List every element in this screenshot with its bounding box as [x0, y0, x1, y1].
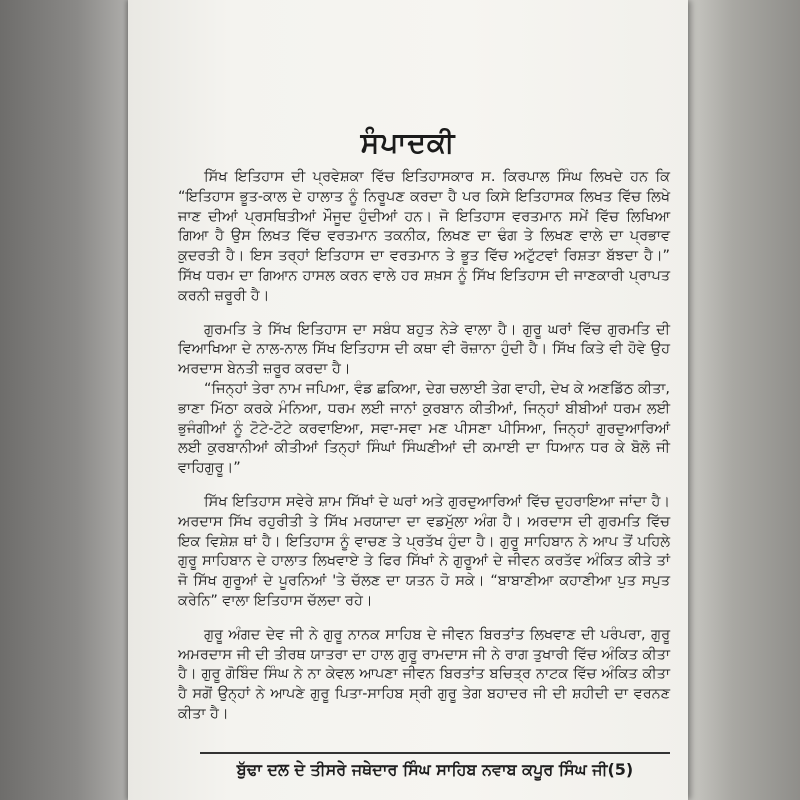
- book-spine-shadow: [0, 0, 140, 800]
- page-heading: ਸੰਪਾਦਕੀ: [360, 126, 456, 159]
- background-surface: [688, 0, 800, 800]
- paragraph-4: ਸਿੱਖ ਇਤਿਹਾਸ ਸਵੇਰੇ ਸ਼ਾਮ ਸਿੱਖਾਂ ਦੇ ਘਰਾਂ ਅਤੇ ਗੁਰਦੁਆਰਿਆਂ ਵਿੱਚ ਦੁਹਰਾਇਆ ਜਾਂਦਾ ਹੈ। ਅਰਦਾਸ ਸਿੱਖ ਰਹੁਰੀਤੀ ਤੇ ਸਿੱਖ ਮਰਯਾਦਾ ਦਾ ਵਡਮੁੱਲਾ ਅੰਗ ਹੈ। ਅਰਦਾਸ ਦੀ ਗੁਰਮਤਿ ਵਿੱਚ ਇਕ ਵਿਸ਼ੇਸ਼ ਥਾਂ ਹੈ। ਇਤਿਹਾਸ ਨੂੰ ਵਾਚਣ ਤੇ ਪ੍ਰਤੱਖ ਹੁੰਦਾ ਹੈ। ਗੁਰੂ ਸਾਹਿਬਾਨ ਨੇ ਆਪ ਤੋਂ ਪਹਿਲੇ ਗੁਰੂ ਸਾਹਿਬਾਨ ਦੇ ਹਾਲਾਤ ਲਿਖਵਾਏ ਤੇ ਫਿਰ ਸਿੱਖਾਂ ਨੇ ਗੁਰੂਆਂ ਦੇ ਜੀਵਨ ਕਰਤੱਵ ਅੰਕਿਤ ਕੀਤੇ ਤਾਂ ਜੋ ਸਿੱਖ ਗੁਰੂਆਂ ਦੇ ਪੂਰਨਿਆਂ 'ਤੇ ਚੱਲਣ ਦਾ ਯਤਨ ਹੋ ਸਕੇ। “ਬਾਬਾਣੀਆ ਕਹਾਣੀਆ ਪੁਤ ਸਪੁਤ ਕਰੇਨਿ” ਵਾਲਾ ਇਤਿਹਾਸ ਚੱਲਦਾ ਰਹੇ।: [178, 493, 670, 609]
- ardas-quote: “ਜਿਨ੍ਹਾਂ ਤੇਰਾ ਨਾਮ ਜਪਿਆ, ਵੰਡ ਛਕਿਆ, ਦੇਗ ਚਲਾਈ ਤੇਗ ਵਾਹੀ, ਦੇਖ ਕੇ ਅਣਡਿੱਠ ਕੀਤਾ, ਭਾਣਾ ਮਿੱਠਾ ਕਰਕੇ ਮੰਨਿਆ, ਧਰਮ ਲਈ ਜਾਨਾਂ ਕੁਰਬਾਨ ਕੀਤੀਆਂ, ਜਿਨ੍ਹਾਂ ਬੀਬੀਆਂ ਧਰਮ ਲਈ ਭੁਜੰਗੀਆਂ ਨੂੰ ਟੋਟੇ-ਟੋਟੇ ਕਰਵਾਇਆ, ਸਵਾ-ਸਵਾ ਮਣ ਪੀਸਣਾ ਪੀਸਿਆ, ਜਿਨ੍ਹਾਂ ਗੁਰਦੁਆਰਿਆਂ ਲਈ ਕੁਰਬਾਨੀਆਂ ਕੀਤੀਆਂ ਤਿਨ੍ਹਾਂ ਸਿੰਘਾਂ ਸਿੰਘਣੀਆਂ ਦੀ ਕਮਾਈ ਦਾ ਧਿਆਨ ਧਰ ਕੇ ਬੋਲੋ ਜੀ ਵਾਹਿਗੁਰੂ।”: [178, 380, 670, 477]
- footer-title: ਬੁੱਢਾ ਦਲ ਦੇ ਤੀਸਰੇ ਜਥੇਦਾਰ ਸਿੰਘ ਸਾਹਿਬ ਨਵਾਬ ਕਪੂਰ ਸਿੰਘ ਜੀ: [236, 760, 608, 779]
- editorial-body: [178, 168, 670, 725]
- running-footer: [200, 760, 670, 780]
- paragraph-1: ਸਿੱਖ ਇਤਿਹਾਸ ਦੀ ਪ੍ਰਵੇਸ਼ਕਾ ਵਿੱਚ ਇਤਿਹਾਸਕਾਰ ਸ. ਕਿਰਪਾਲ ਸਿੰਘ ਲਿਖਦੇ ਹਨ ਕਿ “ਇਤਿਹਾਸ ਭੂਤ-ਕਾਲ ਦੇ ਹਾਲਾਤ ਨੂੰ ਨਿਰੂਪਣ ਕਰਦਾ ਹੈ ਪਰ ਕਿਸੇ ਇਤਿਹਾਸਕ ਲਿਖਤ ਵਿੱਚ ਲਿਖੇ ਜਾਣ ਦੀਆਂ ਪ੍ਰਸਥਿਤੀਆਂ ਮੌਜੂਦ ਹੁੰਦੀਆਂ ਹਨ। ਜੋ ਇਤਿਹਾਸ ਵਰਤਮਾਨ ਸਮੇਂ ਵਿੱਚ ਲਿਖਿਆ ਗਿਆ ਹੈ ਉਸ ਲਿਖਤ ਵਿੱਚ ਵਰਤਮਾਨ ਤਕਨੀਕ, ਲਿਖਣ ਦਾ ਢੰਗ ਤੇ ਲਿਖਣ ਵਾਲੇ ਦਾ ਪ੍ਰਭਾਵ ਕੁਦਰਤੀ ਹੈ। ਇਸ ਤਰ੍ਹਾਂ ਇਤਿਹਾਸ ਦਾ ਵਰਤਮਾਨ ਤੇ ਭੂਤ ਵਿੱਚ ਅਟੁੱਟਵਾਂ ਰਿਸ਼ਤਾ ਬੱਝਦਾ ਹੈ।” ਸਿੱਖ ਧਰਮ ਦਾ ਗਿਆਨ ਹਾਸਲ ਕਰਨ ਵਾਲੇ ਹਰ ਸ਼ਖ਼ਸ ਨੂੰ ਸਿੱਖ ਇਤਿਹਾਸ ਦੀ ਜਾਣਕਾਰੀ ਪ੍ਰਾਪਤ ਕਰਨੀ ਜ਼ਰੂਰੀ ਹੈ।: [178, 169, 670, 304]
- page-number: (5): [607, 760, 634, 779]
- footer-rule: [200, 752, 670, 754]
- paragraph-5: ਗੁਰੂ ਅੰਗਦ ਦੇਵ ਜੀ ਨੇ ਗੁਰੂ ਨਾਨਕ ਸਾਹਿਬ ਦੇ ਜੀਵਨ ਬਿਰਤਾਂਤ ਲਿਖਵਾਣ ਦੀ ਪਰੰਪਰਾ, ਗੁਰੂ ਅਮਰਦਾਸ ਜੀ ਦੀ ਤੀਰਥ ਯਾਤਰਾ ਦਾ ਹਾਲ ਗੁਰੂ ਰਾਮਦਾਸ ਜੀ ਨੇ ਰਾਗ ਤੁਖਾਰੀ ਵਿੱਚ ਅੰਕਿਤ ਕੀਤਾ ਹੈ। ਗੁਰੂ ਗੋਬਿੰਦ ਸਿੰਘ ਨੇ ਨਾ ਕੇਵਲ ਆਪਣਾ ਜੀਵਨ ਬਿਰਤਾਂਤ ਬਚਿਤ੍ਰ ਨਾਟਕ ਵਿੱਚ ਅੰਕਿਤ ਕੀਤਾ ਹੈ ਸਗੋਂ ਉਨ੍ਹਾਂ ਨੇ ਆਪਣੇ ਗੁਰੂ ਪਿਤਾ-ਸਾਹਿਬ ਸ੍ਰੀ ਗੁਰੂ ਤੇਗ ਬਹਾਦਰ ਜੀ ਦੀ ਸ਼ਹੀਦੀ ਦਾ ਵਰਨਣ ਕੀਤਾ ਹੈ।: [178, 626, 670, 722]
- paragraph-2: ਗੁਰਮਤਿ ਤੇ ਸਿੱਖ ਇਤਿਹਾਸ ਦਾ ਸਬੰਧ ਬਹੁਤ ਨੇੜੇ ਵਾਲਾ ਹੈ। ਗੁਰੂ ਘਰਾਂ ਵਿੱਚ ਗੁਰਮਤਿ ਦੀ ਵਿਆਖਿਆ ਦੇ ਨਾਲ-ਨਾਲ ਸਿੱਖ ਇਤਿਹਾਸ ਦੀ ਕਥਾ ਵੀ ਰੋਜ਼ਾਨਾ ਹੁੰਦੀ ਹੈ। ਸਿੱਖ ਕਿਤੇ ਵੀ ਹੋਵੇ ਉਹ ਅਰਦਾਸ ਬੇਨਤੀ ਜ਼ਰੂਰ ਕਰਦਾ ਹੈ।: [178, 321, 670, 378]
